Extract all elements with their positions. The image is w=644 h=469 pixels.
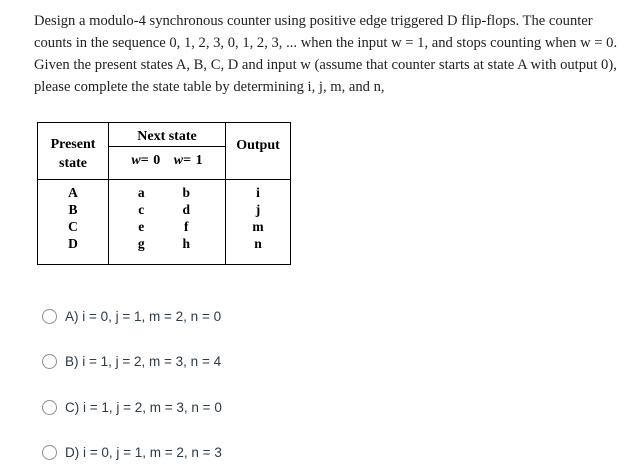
- option-c-label[interactable]: C) i = 1, j = 2, m = 3, n = 0: [65, 399, 222, 415]
- option-a[interactable]: [42, 306, 222, 326]
- next-w0-d: g: [137, 236, 145, 251]
- option-b-label[interactable]: B) i = 1, j = 2, m = 3, n = 4: [65, 354, 222, 369]
- option-b[interactable]: [42, 352, 222, 372]
- present-state-header: [38, 123, 109, 180]
- radio-button-icon[interactable]: [42, 445, 57, 460]
- w1-value: = 1: [183, 153, 203, 168]
- next-state-title: Next state: [109, 123, 225, 147]
- next-w1-column: [183, 184, 191, 252]
- next-w1-a: b: [182, 185, 191, 200]
- option-d[interactable]: [42, 443, 222, 463]
- outputs-cell: [226, 180, 291, 265]
- next-states-cell: [109, 180, 226, 265]
- present-state-a: A: [68, 185, 78, 200]
- option-a-label[interactable]: A) i = 0, j = 1, m = 2, n = 0: [65, 308, 222, 324]
- next-w1-d: h: [182, 236, 191, 251]
- present-state-c: C: [68, 219, 78, 234]
- w0-variable: w: [131, 153, 141, 168]
- state-table: [37, 122, 291, 265]
- output-b: j: [255, 202, 261, 217]
- output-d: n: [254, 236, 262, 251]
- question-text: Design a modulo-4 synchronous counter using positive edge triggered D flip-flops. The counter counts in the sequence 0, 1, 2, 3, 0, 1, 2, 3, ... when the input w = 1, and stops counting when w = 0. Given the present states A, B, C, D and input w (assume that counter starts at state A with output 0), please complete the state table by determining i, j, m, and n,: [34, 13, 618, 95]
- next-w0-a: a: [137, 185, 145, 200]
- output-c: m: [252, 219, 264, 234]
- radio-button-icon[interactable]: [42, 309, 57, 324]
- present-state-b: B: [68, 202, 78, 217]
- option-c[interactable]: [42, 397, 222, 417]
- output-header: Output: [226, 123, 291, 180]
- input-columns-header: [109, 147, 225, 169]
- output-a: i: [256, 185, 260, 200]
- next-state-header: [109, 123, 226, 180]
- radio-button-icon[interactable]: [42, 400, 57, 415]
- next-w1-c: f: [184, 219, 189, 234]
- radio-button-icon[interactable]: [42, 354, 57, 369]
- next-w0-b: c: [138, 202, 145, 217]
- next-w0-c: e: [138, 219, 145, 234]
- next-w0-column: [138, 184, 145, 252]
- present-state-d: D: [68, 236, 78, 251]
- present-states-cell: [38, 180, 109, 265]
- present-header-line2: state: [59, 156, 87, 171]
- answer-options: [42, 306, 222, 469]
- w1-variable: w: [173, 153, 184, 168]
- w0-value: = 0: [140, 153, 161, 168]
- present-header-line1: Present: [50, 137, 96, 152]
- next-w1-b: d: [182, 202, 191, 217]
- option-d-label[interactable]: D) i = 0, j = 1, m = 2, n = 3: [65, 445, 222, 460]
